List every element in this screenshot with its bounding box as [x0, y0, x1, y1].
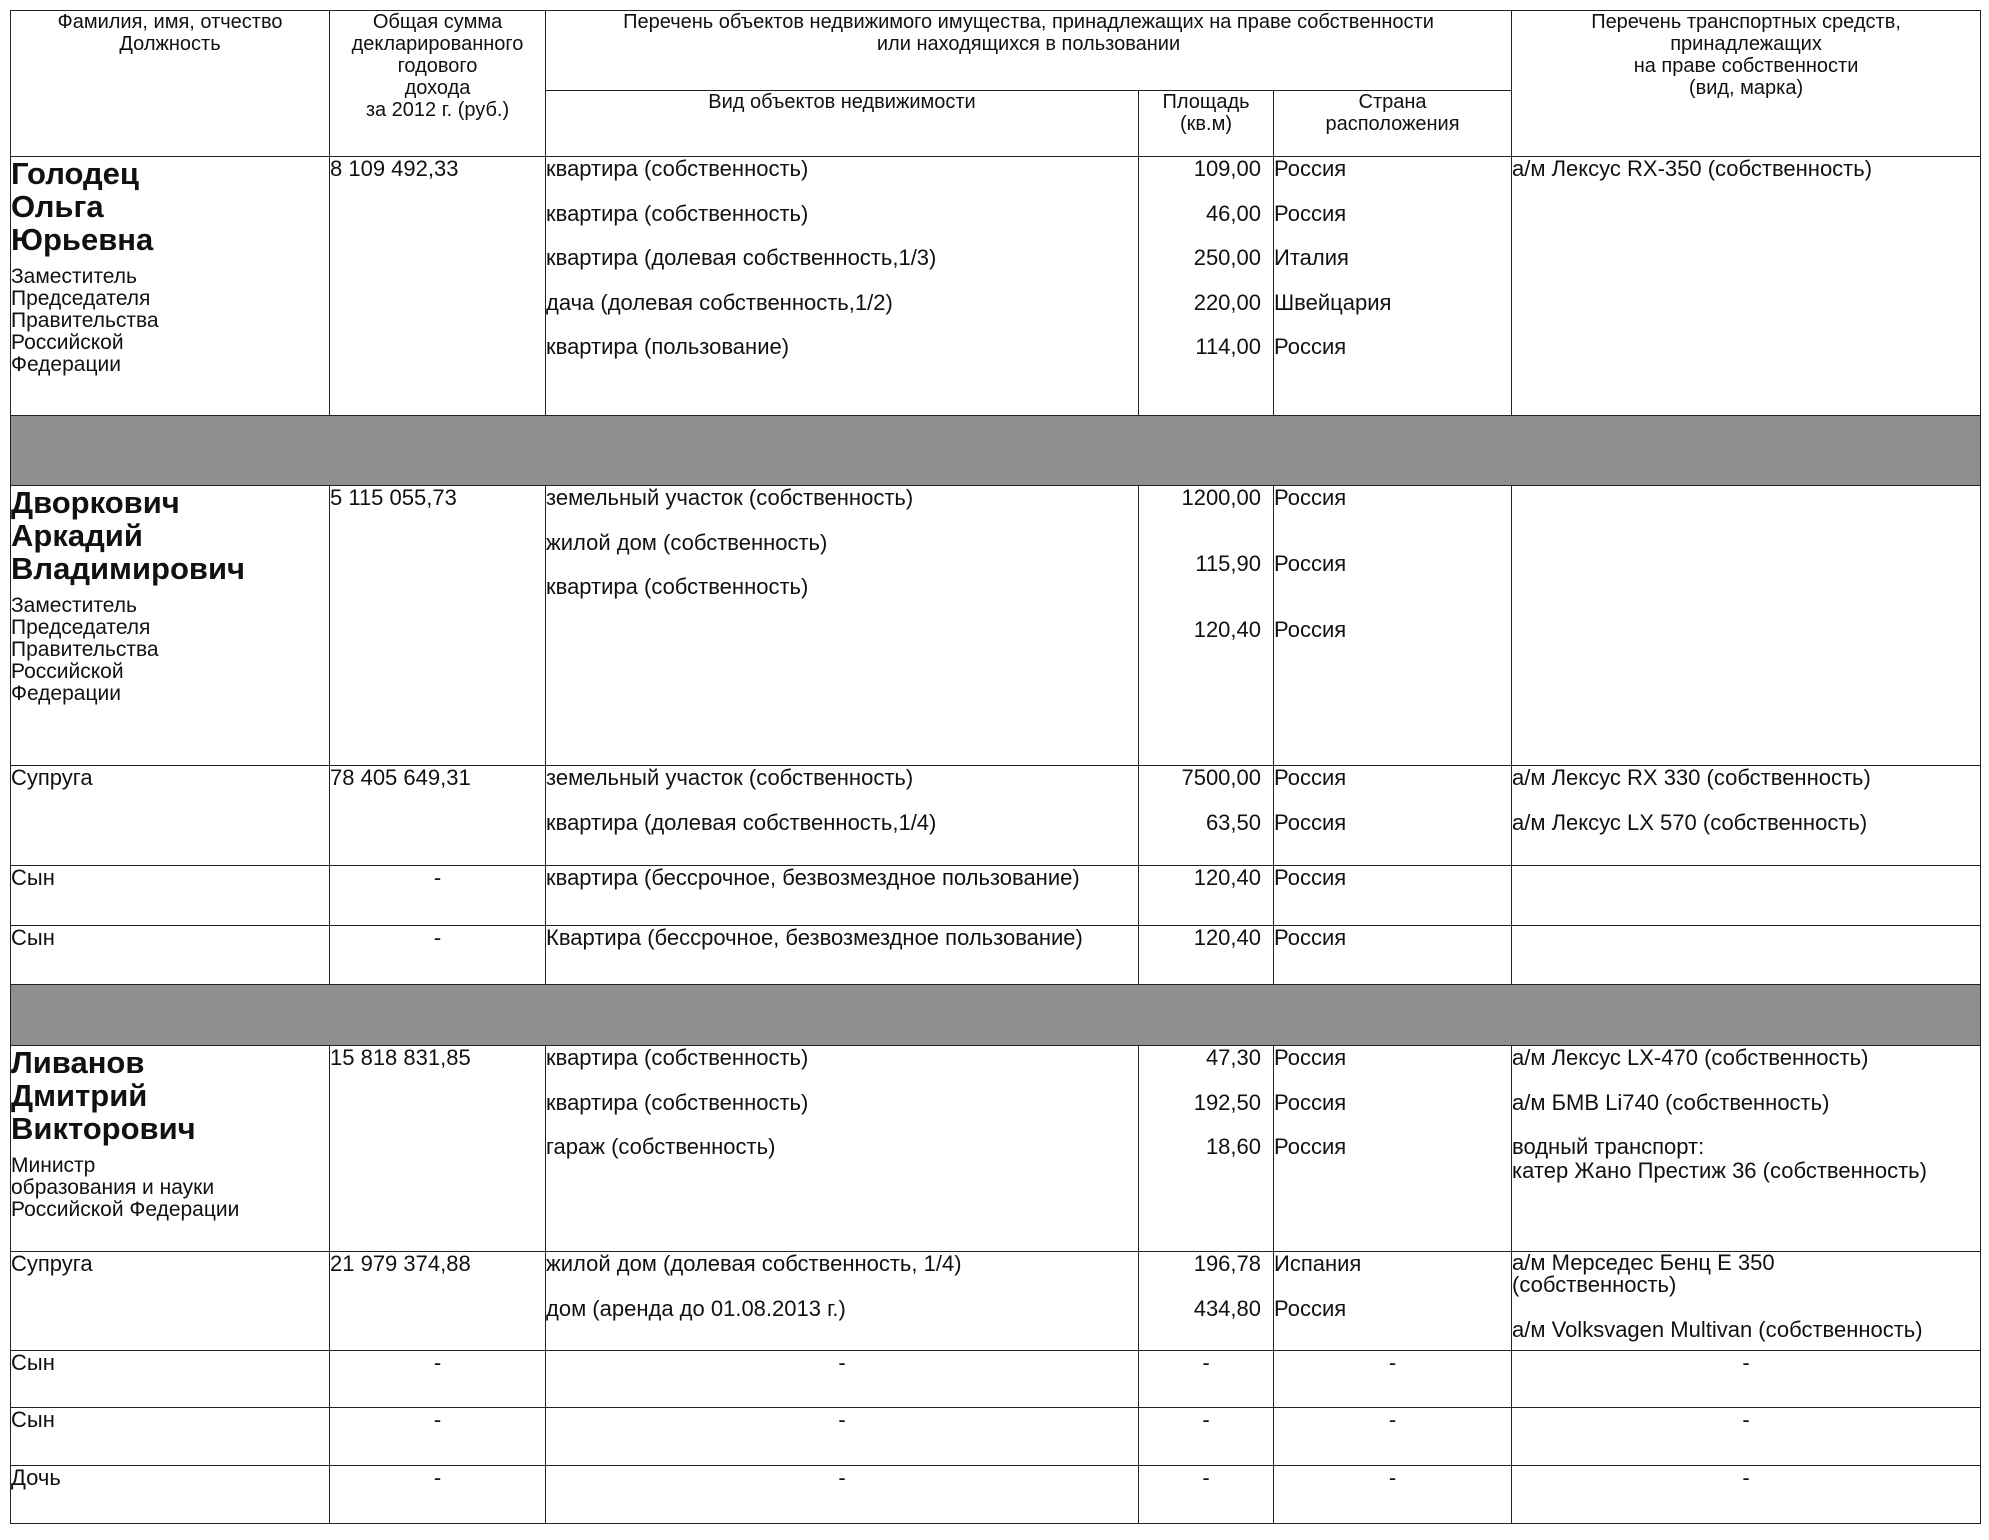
- person-name: Дворкович Аркадий Владимирович: [11, 485, 246, 586]
- realty-type: -: [838, 1465, 846, 1490]
- income-value: -: [433, 1407, 442, 1432]
- relative-label: Сын: [11, 1350, 55, 1375]
- realty-area: 109,00: [1193, 156, 1261, 181]
- person-position: Заместитель Председателя Правительства Российской Федерации: [11, 265, 159, 376]
- income-value: 15 818 831,85: [330, 1045, 471, 1070]
- realty-country: -: [1388, 1407, 1397, 1432]
- person-name: Ливанов Дмитрий Викторович: [11, 1045, 196, 1146]
- relative-row: [11, 1252, 1981, 1351]
- relative-row: [11, 926, 1981, 985]
- vehicles-empty: [1512, 486, 1981, 766]
- vehicle: -: [1742, 1407, 1750, 1432]
- realty-country: Италия: [1274, 245, 1349, 270]
- income-value: -: [433, 1465, 442, 1490]
- realty-area: 120,40: [1193, 925, 1261, 950]
- realty-area: -: [1202, 1350, 1210, 1375]
- realty-country: Россия: [1274, 200, 1347, 226]
- income-value: -: [433, 865, 442, 890]
- realty-country: Россия: [1274, 617, 1347, 642]
- realty-type: квартира (пользование): [546, 334, 790, 359]
- realty-area: 63,50: [1205, 809, 1261, 835]
- realty-area: 1200,00: [1181, 485, 1261, 510]
- realty-country: Россия: [1274, 865, 1347, 890]
- realty-area: 7500,00: [1181, 765, 1261, 790]
- vehicle: а/м Мерседес Бенц E 350 (собственность): [1512, 1250, 1775, 1297]
- realty-area: 115,90: [1195, 551, 1261, 576]
- person-position: Заместитель Председателя Правительства Российской Федерации: [11, 594, 159, 705]
- realty-country: Россия: [1274, 485, 1347, 510]
- realty-country: Швейцария: [1274, 289, 1392, 315]
- relative-row: [11, 1408, 1981, 1466]
- vehicle: водный транспорт: катер Жано Престиж 36 (собственность): [1512, 1134, 1927, 1183]
- realty-area: 18,60: [1205, 1134, 1261, 1159]
- relative-label: Сын: [11, 865, 55, 890]
- vehicle: а/м Лексус LX 570 (собственность): [1512, 809, 1868, 835]
- realty-area: 120,40: [1193, 617, 1261, 642]
- separator-row: [11, 985, 1981, 1046]
- realty-type: квартира (долевая собственность,1/4): [546, 809, 937, 835]
- realty-country: Россия: [1274, 765, 1347, 790]
- realty-country: Россия: [1274, 1045, 1347, 1070]
- realty-type: земельный участок (собственность): [546, 485, 914, 510]
- vehicle: а/м Volksvagen Multivan (собственность): [1512, 1317, 1923, 1342]
- realty-country: Россия: [1274, 156, 1347, 181]
- realty-country: -: [1388, 1465, 1397, 1490]
- realty-type: дача (долевая собственность,1/2): [546, 289, 893, 315]
- person-position: Министр образования и науки Российской Федерации: [11, 1154, 240, 1221]
- realty-country: Россия: [1274, 1089, 1347, 1115]
- realty-area: 192,50: [1193, 1089, 1261, 1115]
- relative-row: [11, 866, 1981, 926]
- person-row-livanov: [11, 1046, 1981, 1252]
- person-row-golodets: [11, 157, 1981, 416]
- realty-area: 114,00: [1195, 334, 1261, 359]
- income-value: -: [433, 1350, 442, 1375]
- realty-type: квартира (долевая собственность,1/3): [546, 245, 937, 270]
- realty-area: 47,30: [1205, 1045, 1261, 1070]
- realty-country: Испания: [1274, 1251, 1362, 1276]
- relative-row: [11, 1466, 1981, 1524]
- realty-type: дом (аренда до 01.08.2013 г.): [546, 1295, 846, 1321]
- realty-area: 120,40: [1193, 865, 1261, 890]
- realty-country: Россия: [1274, 334, 1347, 359]
- relative-row: [11, 1351, 1981, 1408]
- person-name: Голодец Ольга Юрьевна: [11, 156, 154, 257]
- realty-type: земельный участок (собственность): [546, 765, 914, 790]
- realty-country: Россия: [1274, 925, 1347, 950]
- relative-row: [11, 766, 1981, 866]
- realty-type: квартира (собственность): [546, 1045, 809, 1070]
- realty-country: Россия: [1274, 809, 1347, 835]
- header-vehicles: Перечень транспортных средств, принадлежащих на праве собственности (вид, марка): [1512, 11, 1981, 157]
- relative-label: Сын: [11, 1407, 55, 1432]
- person-row-dvorkovich: [11, 486, 1981, 766]
- vehicle: а/м Лексус LX-470 (собственность): [1512, 1045, 1869, 1070]
- realty-type: -: [838, 1407, 846, 1432]
- realty-area: 220,00: [1193, 289, 1261, 315]
- realty-type: квартира (собственность): [546, 200, 809, 226]
- relative-label: Сын: [11, 925, 55, 950]
- header-country: Страна расположения: [1274, 91, 1512, 157]
- header-income: Общая сумма декларированного годового дохода за 2012 г. (руб.): [330, 11, 546, 157]
- realty-country: Россия: [1274, 551, 1347, 576]
- realty-type: квартира (собственность): [546, 156, 809, 181]
- header-realty-group: Перечень объектов недвижимого имущества, принадлежащих на праве собственности или находящихся в пользовании: [546, 11, 1512, 91]
- income-value: 5 115 055,73: [330, 485, 457, 510]
- realty-type: жилой дом (собственность): [546, 529, 828, 555]
- realty-area: -: [1202, 1465, 1210, 1490]
- header-area: Площадь (кв.м): [1139, 91, 1274, 157]
- relative-label: Супруга: [11, 765, 93, 790]
- vehicle: а/м Лексус RX 330 (собственность): [1512, 765, 1871, 790]
- vehicle: а/м БМВ Li740 (собственность): [1512, 1089, 1830, 1115]
- realty-area: 196,78: [1193, 1251, 1261, 1276]
- vehicle: -: [1742, 1350, 1750, 1375]
- separator-row: [11, 416, 1981, 486]
- relative-label: Супруга: [11, 1251, 93, 1276]
- realty-type: квартира (бессрочное, безвозмездное пользование): [546, 865, 1080, 890]
- realty-country: Россия: [1274, 1295, 1347, 1321]
- realty-type: Квартира (бессрочное, безвозмездное пользование): [546, 925, 1083, 950]
- realty-area: -: [1202, 1407, 1210, 1432]
- realty-country: -: [1388, 1350, 1397, 1375]
- vehicle: а/м Лексус RX-350 (собственность): [1512, 156, 1873, 181]
- realty-area: 250,00: [1193, 245, 1261, 270]
- realty-type: квартира (собственность): [546, 574, 809, 599]
- income-value: -: [433, 925, 442, 950]
- realty-area: 434,80: [1193, 1295, 1261, 1321]
- realty-type: жилой дом (долевая собственность, 1/4): [546, 1251, 962, 1276]
- realty-type: квартира (собственность): [546, 1089, 809, 1115]
- income-value: 78 405 649,31: [330, 765, 471, 790]
- realty-type: -: [838, 1350, 846, 1375]
- realty-area: 46,00: [1205, 200, 1261, 226]
- declaration-table: [10, 10, 1981, 1524]
- relative-label: Дочь: [11, 1465, 61, 1490]
- realty-type: гараж (собственность): [546, 1134, 776, 1159]
- income-value: 21 979 374,88: [330, 1251, 471, 1276]
- vehicle: -: [1742, 1465, 1750, 1490]
- income-value: 8 109 492,33: [330, 156, 459, 181]
- header-realty-type: Вид объектов недвижимости: [546, 91, 1139, 157]
- realty-country: Россия: [1274, 1134, 1347, 1159]
- header-name: Фамилия, имя, отчество Должность: [11, 11, 330, 157]
